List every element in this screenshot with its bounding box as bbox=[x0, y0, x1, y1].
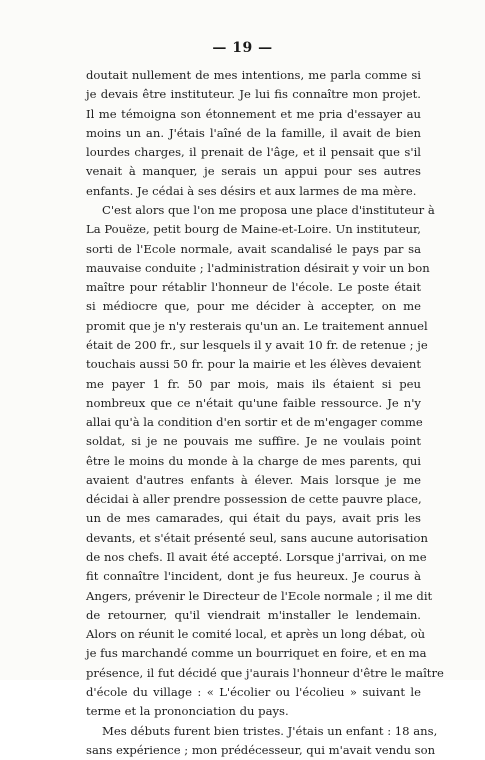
text-line: Angers, prévenir le Directeur de l'Ecole normale ; il me dit bbox=[86, 588, 433, 603]
text-line: si médiocre que, pour me décider à accepter, on me bbox=[86, 299, 421, 314]
text-line: allai qu'à la condition d'en sortir et de m'engager comme bbox=[86, 415, 423, 430]
text-line: mauvaise conduite ; l'administration désirait y voir un bon bbox=[86, 260, 430, 275]
text-line: me payer 1 fr. 50 par mois, mais ils étaient si peu bbox=[86, 376, 421, 391]
text-line: terme et la prononciation du pays. bbox=[86, 704, 289, 719]
text-line: lourdes charges, il prenait de l'âge, et il pensait que s'il bbox=[86, 145, 421, 160]
text-line: soldat, si je ne pouvais me suffire. Je ne voulais point bbox=[86, 434, 421, 449]
text-line: doutait nullement de mes intentions, me parla comme si bbox=[86, 68, 421, 82]
text-line: être le moins du monde à la charge de mes parents, qui bbox=[86, 453, 421, 468]
text-line: promit que je n'y resterais qu'un an. Le traitement annuel bbox=[86, 318, 428, 333]
text-line: fit connaître l'incident, dont je fus heureux. Je courus à bbox=[86, 569, 421, 584]
text-line: moins un an. J'étais l'aîné de la famille, il avait de bien bbox=[86, 125, 421, 140]
paragraph bbox=[86, 201, 444, 722]
text-line: un de mes camarades, qui était du pays, avait pris les bbox=[86, 511, 421, 526]
text-line: d'école du village : « L'écolier ou l'écolieu » suivant le bbox=[86, 685, 421, 699]
text-line: La Pouëze, petit bourg de Maine-et-Loire. Un instituteur, bbox=[86, 222, 421, 237]
page-number: — 19 — bbox=[212, 40, 273, 56]
text-line: enfants. Je cédai à ses désirs et aux larmes de ma mère. bbox=[86, 183, 417, 198]
text-line: je devais être instituteur. Je lui fis connaître mon projet. bbox=[86, 87, 421, 102]
text-line: sans expérience ; mon prédécesseur, qui m'avait vendu son bbox=[86, 742, 436, 757]
text-line: maître pour rétablir l'honneur de l'école. Le poste était bbox=[86, 280, 421, 295]
text-line: présence, il fut décidé que j'aurais l'honneur d'être le maître bbox=[86, 665, 444, 680]
text-line: touchais aussi 50 fr. pour la mairie et les élèves devaient bbox=[86, 357, 421, 372]
text-line: Il me témoigna son étonnement et me pria d'essayer au bbox=[86, 106, 421, 121]
text-line: décidai à aller prendre possession de cette pauvre place, bbox=[86, 492, 422, 507]
text-line: C'est alors que l'on me proposa une place d'instituteur à bbox=[102, 202, 435, 217]
text-line: de nos chefs. Il avait été accepté. Lorsque j'arrivai, on me bbox=[86, 550, 427, 565]
text-line: Mes débuts furent bien tristes. J'étais un enfant : 18 ans, bbox=[102, 723, 438, 738]
paragraph bbox=[86, 66, 421, 201]
text-line: je fus marchandé comme un bourriquet en foire, et en ma bbox=[86, 646, 427, 661]
paragraph bbox=[86, 722, 438, 760]
text-line: devants, et s'était présenté seul, sans aucune autorisation bbox=[86, 530, 428, 545]
text-line: était de 200 fr., sur lesquels il y avait 10 fr. de retenue ; je bbox=[86, 337, 428, 352]
text-line: de retourner, qu'il viendrait m'installer le lendemain. bbox=[86, 607, 421, 622]
text-line: Alors on réunit le comité local, et après un long débat, où bbox=[86, 627, 426, 642]
text-line: avaient d'autres enfants à élever. Mais lorsque je me bbox=[86, 472, 421, 487]
body-text bbox=[86, 66, 444, 760]
text-line: venait à manquer, je serais un appui pour ses autres bbox=[86, 164, 421, 179]
text-line: sorti de l'Ecole normale, avait scandalisé le pays par sa bbox=[86, 241, 421, 256]
text-line: nombreux que ce n'était qu'une faible ressource. Je n'y bbox=[86, 395, 421, 410]
